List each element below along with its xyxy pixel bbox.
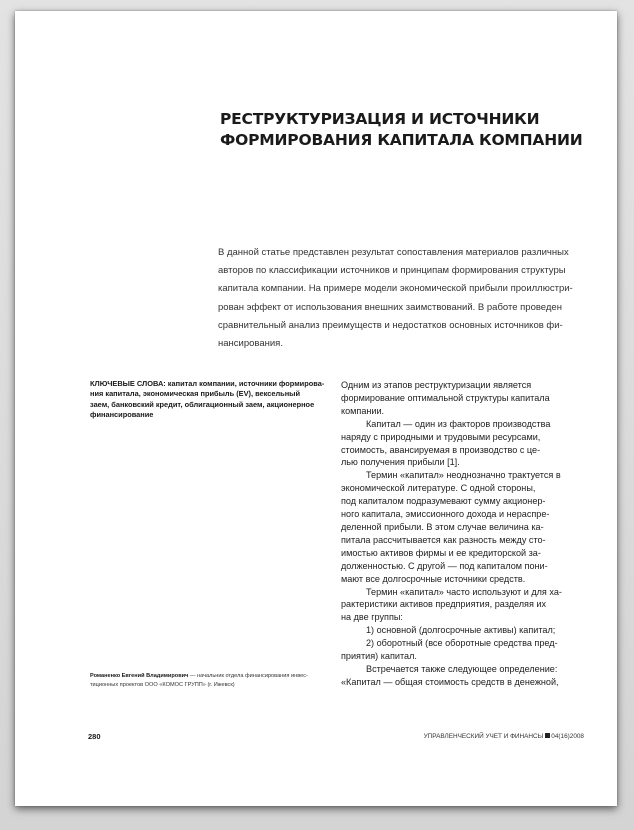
keywords-line: КЛЮЧЕВЫЕ СЛОВА: капитал компании, источники формирова-: [90, 379, 325, 388]
abstract-line: авторов по классификации источников и принципам формирования структуры: [218, 265, 566, 277]
body-line: имостью активов фирмы и ее кредиторской за-: [341, 547, 541, 558]
body-line: компании.: [341, 405, 385, 416]
article-body: [341, 379, 611, 689]
body-line: лью получения прибыли [1].: [341, 457, 460, 468]
body-line: долженностью. С другой — под капиталом пони-: [341, 560, 548, 571]
body-line: стоимость, авансируемая в производство с це-: [341, 444, 541, 455]
abstract-line: сравнительный анализ преимуществ и недостатков основных источников фи-: [218, 319, 563, 331]
body-line: Встречается также следующее определение:: [366, 663, 558, 674]
body-line: питала рассчитывается как разность между сто-: [341, 534, 546, 545]
journal-page: [15, 11, 617, 806]
page-number: 280: [88, 732, 101, 741]
body-line: экономической литературе. С одной стороны,: [341, 483, 536, 494]
author-position: — начальник отдела финансирования инвес-: [188, 673, 308, 679]
keywords-line: финансирование: [90, 410, 154, 420]
body-line: ного капитала, эмиссионного дохода и нераспре-: [341, 509, 550, 520]
body-line: под капиталом подразумевают сумму акционер-: [341, 496, 546, 507]
body-line: приятия) капитал.: [341, 651, 417, 662]
keywords-block: [90, 379, 338, 421]
article-title-line: ФОРМИРОВАНИЯ КАПИТАЛА КОМПАНИИ: [220, 131, 583, 149]
body-line: Термин «капитал» неоднозначно трактуется в: [366, 470, 561, 481]
author-name: Романенко Евгений Владимирович: [90, 673, 189, 679]
body-line: Одним из этапов реструктуризации является: [341, 380, 532, 390]
abstract-line: В данной статье представлен результат сопоставления материалов различных: [218, 247, 569, 258]
body-line: 2) оборотный (все оборотные средства пред-: [366, 638, 558, 649]
abstract-line: капитала компании. На примере модели экономической прибыли проиллюстри-: [218, 283, 573, 295]
body-line: «Капитал — общая стоимость средств в денежной,: [341, 676, 559, 687]
issue-number: 04(16)2008: [551, 733, 584, 740]
abstract-line: рован эффект от использования внешних заимствований. В работе проведен: [218, 301, 562, 313]
body-line: Капитал — один из факторов производства: [366, 418, 551, 429]
body-line: наряду с природными и трудовыми ресурсами,: [341, 431, 541, 442]
author-line: тиционных проектов ООО «КОМОС ГРУПП» (г. Ижевск): [90, 681, 235, 688]
article-abstract: [218, 244, 583, 353]
body-line: рактеристики активов предприятия, разделяя их: [341, 599, 547, 610]
body-line: формирование оптимальной структуры капитала: [341, 392, 550, 403]
body-line: Термин «капитал» часто используют и для ха-: [366, 586, 562, 597]
author-info: [90, 672, 340, 690]
author-line: [90, 672, 340, 681]
body-line: деленной прибыли. В этом случае величина ка-: [341, 521, 544, 532]
body-line: мают все долгосрочные источники средств.: [341, 573, 526, 584]
article-title-line: РЕСТРУКТУРИЗАЦИЯ И ИСТОЧНИКИ: [220, 110, 540, 128]
body-line: 1) основной (долгосрочные активы) капитал;: [366, 625, 556, 636]
running-footer: [424, 733, 584, 740]
keywords-line: ния капитала, экономическая прибыль (EV), вексельный: [90, 389, 301, 399]
body-line: на две группы:: [341, 612, 403, 623]
abstract-line: нансирования.: [218, 338, 283, 350]
article-title: [220, 109, 583, 151]
keywords-line: заем, банковский кредит, облигационный заем, акционерное: [90, 399, 315, 409]
journal-name: УПРАВЛЕНЧЕСКИЙ УЧЕТ И ФИНАНСЫ: [423, 733, 544, 740]
square-bullet-icon: [545, 733, 550, 738]
